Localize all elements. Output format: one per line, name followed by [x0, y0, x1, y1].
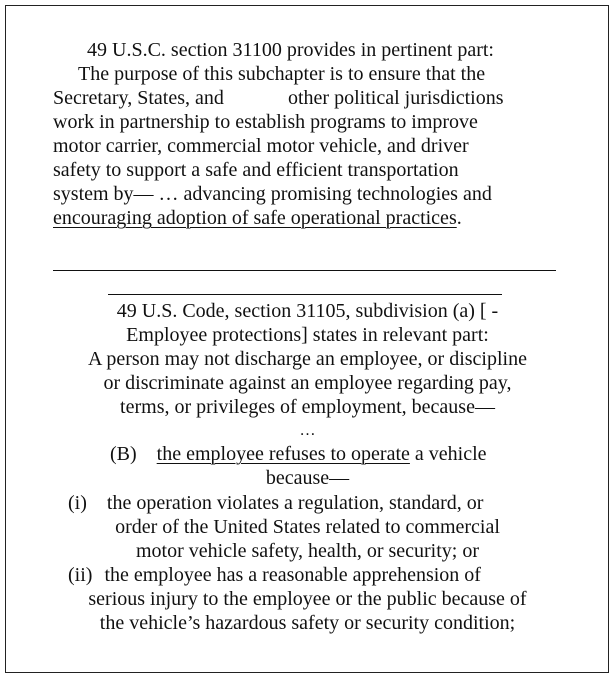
section1-line: system by— … advancing promising technologies and — [53, 183, 492, 205]
item-ii-marker: (ii) — [68, 564, 93, 586]
section2-heading: 49 U.S. Code, section 31105, subdivision (a) [ - — [116, 300, 499, 322]
section2-heading: Employee protections] states in relevant part: — [126, 324, 489, 346]
item-b-continuation: because— — [265, 467, 350, 489]
section1-line: work in partnership to establish programs to improve — [53, 111, 478, 133]
section1-line: motor carrier, commercial motor vehicle, and driver — [53, 135, 469, 157]
divider-rule — [53, 270, 556, 271]
divider-rule — [108, 294, 502, 295]
section1-line: other political jurisdictions — [288, 87, 504, 109]
item-i-line — [68, 491, 483, 515]
item-ii-line: serious injury to the employee or the public because of — [88, 588, 527, 610]
section1-line: Secretary, States, and — [53, 87, 224, 109]
end-period: . — [456, 207, 462, 229]
item-ii-line: the vehicle’s hazardous safety or security condition; — [99, 612, 516, 634]
section1-last-line — [53, 206, 462, 230]
item-i-line: order of the United States related to commercial — [115, 516, 500, 538]
underlined-phrase: encouraging adoption of safe operational practices — [53, 207, 457, 229]
section1-line: The purpose of this subchapter is to ensure that the — [78, 63, 486, 85]
section1-heading: 49 U.S.C. section 31100 provides in pertinent part: — [87, 39, 494, 61]
item-ii-line — [68, 563, 481, 587]
section1-line: safety to support a safe and efficient transportation — [53, 159, 459, 181]
item-i-line: motor vehicle safety, health, or security; or — [135, 540, 480, 562]
item-b-rest: a vehicle — [409, 443, 487, 465]
section2-body-line: or discriminate against an employee regarding pay, — [103, 372, 512, 394]
item-i-marker: (i) — [68, 492, 87, 514]
section2-body-line: terms, or privileges of employment, because— — [120, 396, 495, 418]
item-i-text: the operation violates a regulation, standard, or — [106, 492, 484, 514]
ellipsis: … — [299, 422, 316, 439]
item-b-marker: (B) — [110, 443, 137, 465]
item-ii-text: the employee has a reasonable apprehension of — [104, 564, 481, 586]
section2-body-line: A person may not discharge an employee, or discipline — [88, 348, 527, 370]
item-b-line — [110, 442, 487, 466]
item-b-underlined: the employee refuses to operate — [156, 443, 410, 465]
